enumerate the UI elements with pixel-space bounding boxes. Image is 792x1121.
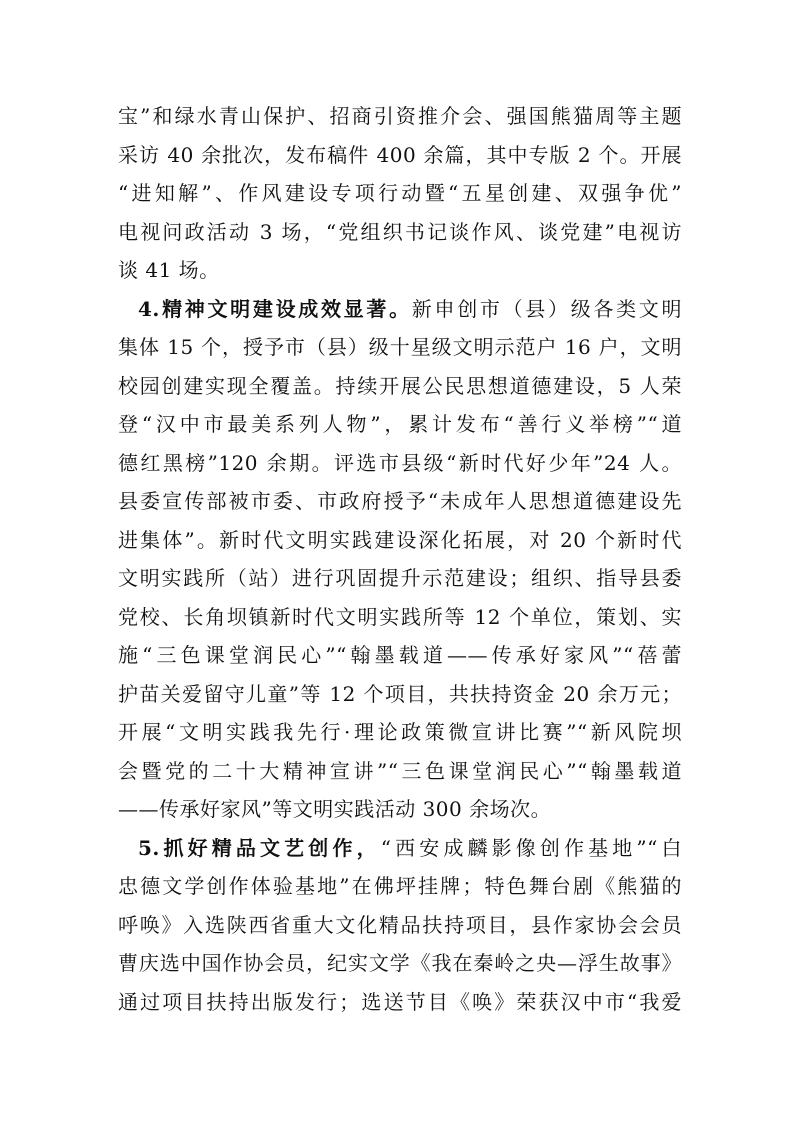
section-heading-line: 5.抓好精品文艺创作，“西安成麟影像创作基地”“白: [138, 835, 682, 860]
text-line: 登“汉中市最美系列人物”，累计发布“善行义举榜”“道: [118, 412, 682, 436]
text-line: 宝”和绿水青山保护、招商引资推介会、强国熊猫周等主题: [118, 104, 682, 128]
text-line: 校园创建实现全覆盖。持续开展公民思想道德建设，5 人荣: [118, 373, 682, 398]
section-heading: 4.精神文明建设成效显著。: [138, 296, 412, 321]
text-line: 护苗关爱留守儿童”等 12 个项目，共扶持资金 20 余万元；: [118, 681, 682, 706]
text-line: 谈 41 场。: [118, 258, 220, 282]
text-line: 党校、长角坝镇新时代文明实践所等 12 个单位，策划、实: [118, 604, 682, 629]
text-line: 会暨党的二十大精神宣讲”“三色课堂润民心”“翰墨载道: [118, 758, 682, 783]
text-line: 采访 40 余批次，发布稿件 400 余篇，其中专版 2 个。开展: [118, 142, 682, 167]
text-line: 文明实践所（站）进行巩固提升示范建设；组织、指导县委: [118, 566, 682, 590]
section-heading: 5.抓好精品文艺创作，: [138, 835, 381, 860]
text-line: 进集体”。新时代文明实践建设深化拓展，对 20 个新时代: [118, 527, 682, 552]
text-line: 电视问政活动 3 场，“党组织书记谈作风、谈党建”电视访: [118, 219, 682, 244]
text-line: 德红黑榜”120 余期。评选市县级“新时代好少年”24 人。: [118, 450, 682, 475]
text-line: 呼唤》入选陕西省重大文化精品扶持项目，县作家协会会员: [118, 912, 682, 937]
text-line: 开展“文明实践我先行·理论政策微宣讲比赛”“新风院坝: [118, 720, 682, 744]
text-line: 通过项目扶持出版发行；选送节目《唤》荣获汉中市“我爱: [118, 989, 682, 1014]
text-line: 忠德文学创作体验基地”在佛坪挂牌；特色舞台剧《熊猫的: [118, 874, 682, 898]
text-line: ——传承好家风”等文明实践活动 300 余场次。: [118, 797, 552, 821]
text-line: 县委宣传部被市委、市政府授予“未成年人思想道德建设先: [118, 489, 682, 513]
text-line: 施“三色课堂润民心”“翰墨载道——传承好家风”“蓓蕾: [118, 643, 682, 667]
text-line: “进知解”、作风建设专项行动暨“五星创建、双强争优”: [118, 181, 682, 205]
text-line: 集体 15 个，授予市（县）级十星级文明示范户 16 户，文明: [118, 335, 682, 359]
text-line: 曹庆选中国作协会员，纪实文学《我在秦岭之央—浮生故事》: [118, 951, 682, 975]
section-heading-line: 4.精神文明建设成效显著。新申创市（县）级各类文明: [138, 296, 683, 321]
